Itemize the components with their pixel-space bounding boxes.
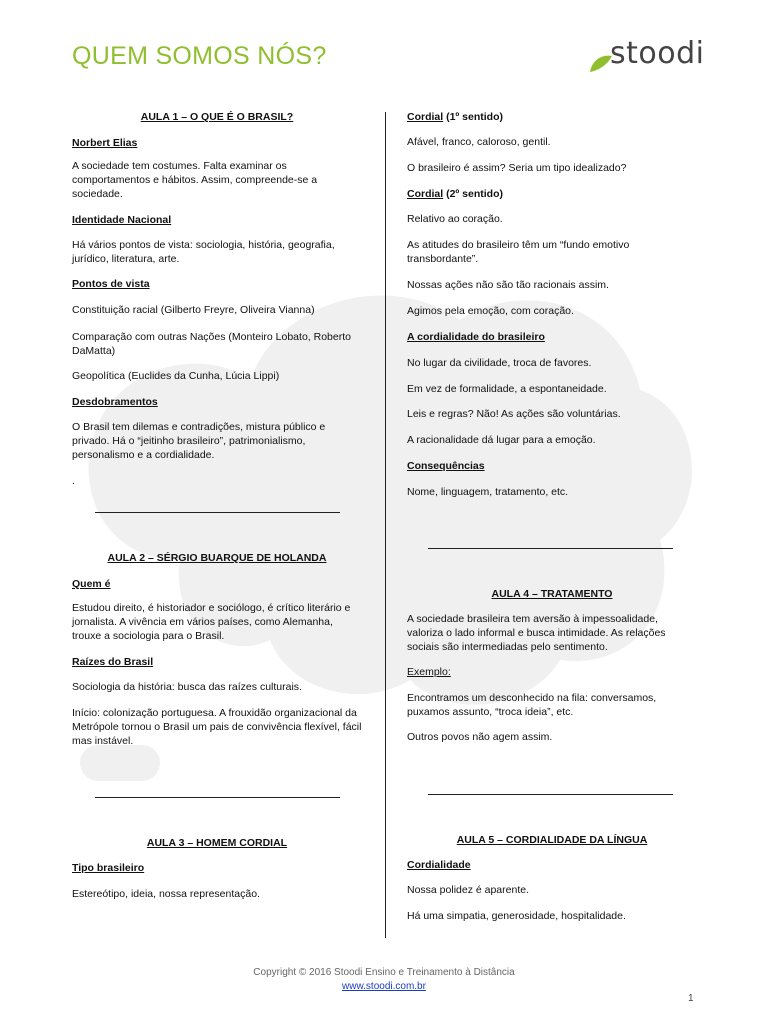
paragraph-cordial-1b: O brasileiro é assim? Seria um tipo idealizado? [407,162,627,174]
footer-copyright: Copyright © 2016 Stoodi Ensino e Treinamento à Distância [253,967,515,978]
paragraph-cordial-2c: Nossas ações não são tão racionais assim. [407,279,609,291]
heading-raizes-do-brasil: Raízes do Brasil [72,656,154,668]
heading-desdobramentos: Desdobramentos [72,396,158,408]
paragraph-elias: A sociedade tem costumes. Falta examinar os comportamentos e hábitos. Assim, compreende-se a sociedade. [72,160,318,200]
heading-cordialidade-do-brasileiro: A cordialidade do brasileiro [407,331,545,343]
heading-tipo-brasileiro: Tipo brasileiro [72,862,145,874]
paragraph-cordial-2b: As atitudes do brasileiro têm um “fundo emotivo transbordante”. [407,239,630,265]
paragraph-aula4-intro: A sociedade brasileira tem aversão à impessoalidade, valoriza o lado informal e busca intimidade. As relações sociais são intermediadas pelo sentimento. [407,613,666,653]
heading-cordial-2 [407,187,697,201]
logo-text: stoodi [610,36,705,71]
aula4-title: AULA 4 – TRATAMENTO [491,588,613,600]
heading-cordial-2-word: Cordial [407,188,444,200]
paragraph-cord-1: No lugar da civilidade, troca de favores. [407,357,592,369]
footer [0,966,768,994]
page-number: 1 [688,993,694,1004]
aula3-title: AULA 3 – HOMEM CORDIAL [146,837,288,849]
aula2-title: AULA 2 – SÉRGIO BUARQUE DE HOLANDA [107,552,327,564]
paragraph-cord-3: Leis e regras? Não! As ações são voluntárias. [407,408,621,420]
heading-identidade-nacional: Identidade Nacional [72,214,172,226]
section-rule [428,548,673,549]
paragraph-pontos-3: Geopolítica (Euclides da Cunha, Lúcia Lippi) [72,370,280,382]
aula1-title: AULA 1 – O QUE É O BRASIL? [140,111,294,123]
paragraph-cord-4: A racionalidade dá lugar para a emoção. [407,434,596,446]
heading-cordial-1 [407,110,697,124]
column-divider [385,112,386,938]
paragraph-desdobramentos: O Brasil tem dilemas e contradições, mistura público e privado. Há o “jeitinho brasileiro”, patrimonialismo, personalismo e a cordialidade. [72,421,326,461]
heading-quem-e: Quem é [72,578,111,590]
heading-cordial-1-rest: (1º sentido) [443,111,504,123]
paragraph-consequencias: Nome, linguagem, tratamento, etc. [407,486,569,498]
heading-consequencias: Consequências [407,460,485,472]
page-title: QUEM SOMOS NÓS? [72,42,327,70]
aula5-title: AULA 5 – CORDIALIDADE DA LÍNGUA [456,834,648,846]
heading-cordial-1-word: Cordial [407,111,444,123]
heading-pontos-de-vista: Pontos de vista [72,278,150,290]
heading-cordial-2-rest: (2º sentido) [443,188,504,200]
section-rule [95,512,340,513]
paragraph-simpatia: Há uma simpatia, generosidade, hospitalidade. [407,910,626,922]
paragraph-raizes-1: Sociologia da história: busca das raízes culturais. [72,681,302,693]
paragraph-tipo: Estereótipo, ideia, nossa representação. [72,888,260,900]
paragraph-raizes-2: Início: colonização portuguesa. A frouxidão organizacional da Metrópole tornou o Brasil um pais de convivência flexível, fácil mas instável. [72,707,362,747]
paragraph-polidez: Nossa polidez é aparente. [407,884,529,896]
paragraph-quem-e: Estudou direito, é historiador e sociólogo, é crítico literário e jornalista. A vivência em vários países, como Alemanha, trouxe a sociologia para o Brasil. [72,602,351,642]
stray-dot: . [72,475,75,487]
heading-norbert-elias: Norbert Elias [72,137,138,149]
heading-cordialidade: Cordialidade [407,859,471,871]
paragraph-exemplo: Encontramos um desconhecido na fila: conversamos, puxamos assunto, “troca ideia”, etc. [407,692,657,718]
footer-link[interactable]: www.stoodi.com.br [342,981,426,992]
paragraph-cord-2: Em vez de formalidade, a espontaneidade. [407,383,607,395]
paragraph-cordial-2d: Agimos pela emoção, com coração. [407,305,574,317]
section-rule [428,794,673,795]
paragraph-outros-povos: Outros povos não agem assim. [407,731,553,743]
heading-exemplo: Exemplo: [407,666,451,678]
paragraph-cordial-1a: Afável, franco, caloroso, gentil. [407,136,551,148]
section-rule [95,797,340,798]
paragraph-identidade: Há vários pontos de vista: sociologia, história, geografia, jurídico, literatura, arte. [72,239,335,265]
paragraph-cordial-2a: Relativo ao coração. [407,213,503,225]
paragraph-pontos-1: Constituição racial (Gilberto Freyre, Oliveira Vianna) [72,304,315,316]
paragraph-pontos-2: Comparação com outras Nações (Monteiro Lobato, Roberto DaMatta) [72,331,351,357]
